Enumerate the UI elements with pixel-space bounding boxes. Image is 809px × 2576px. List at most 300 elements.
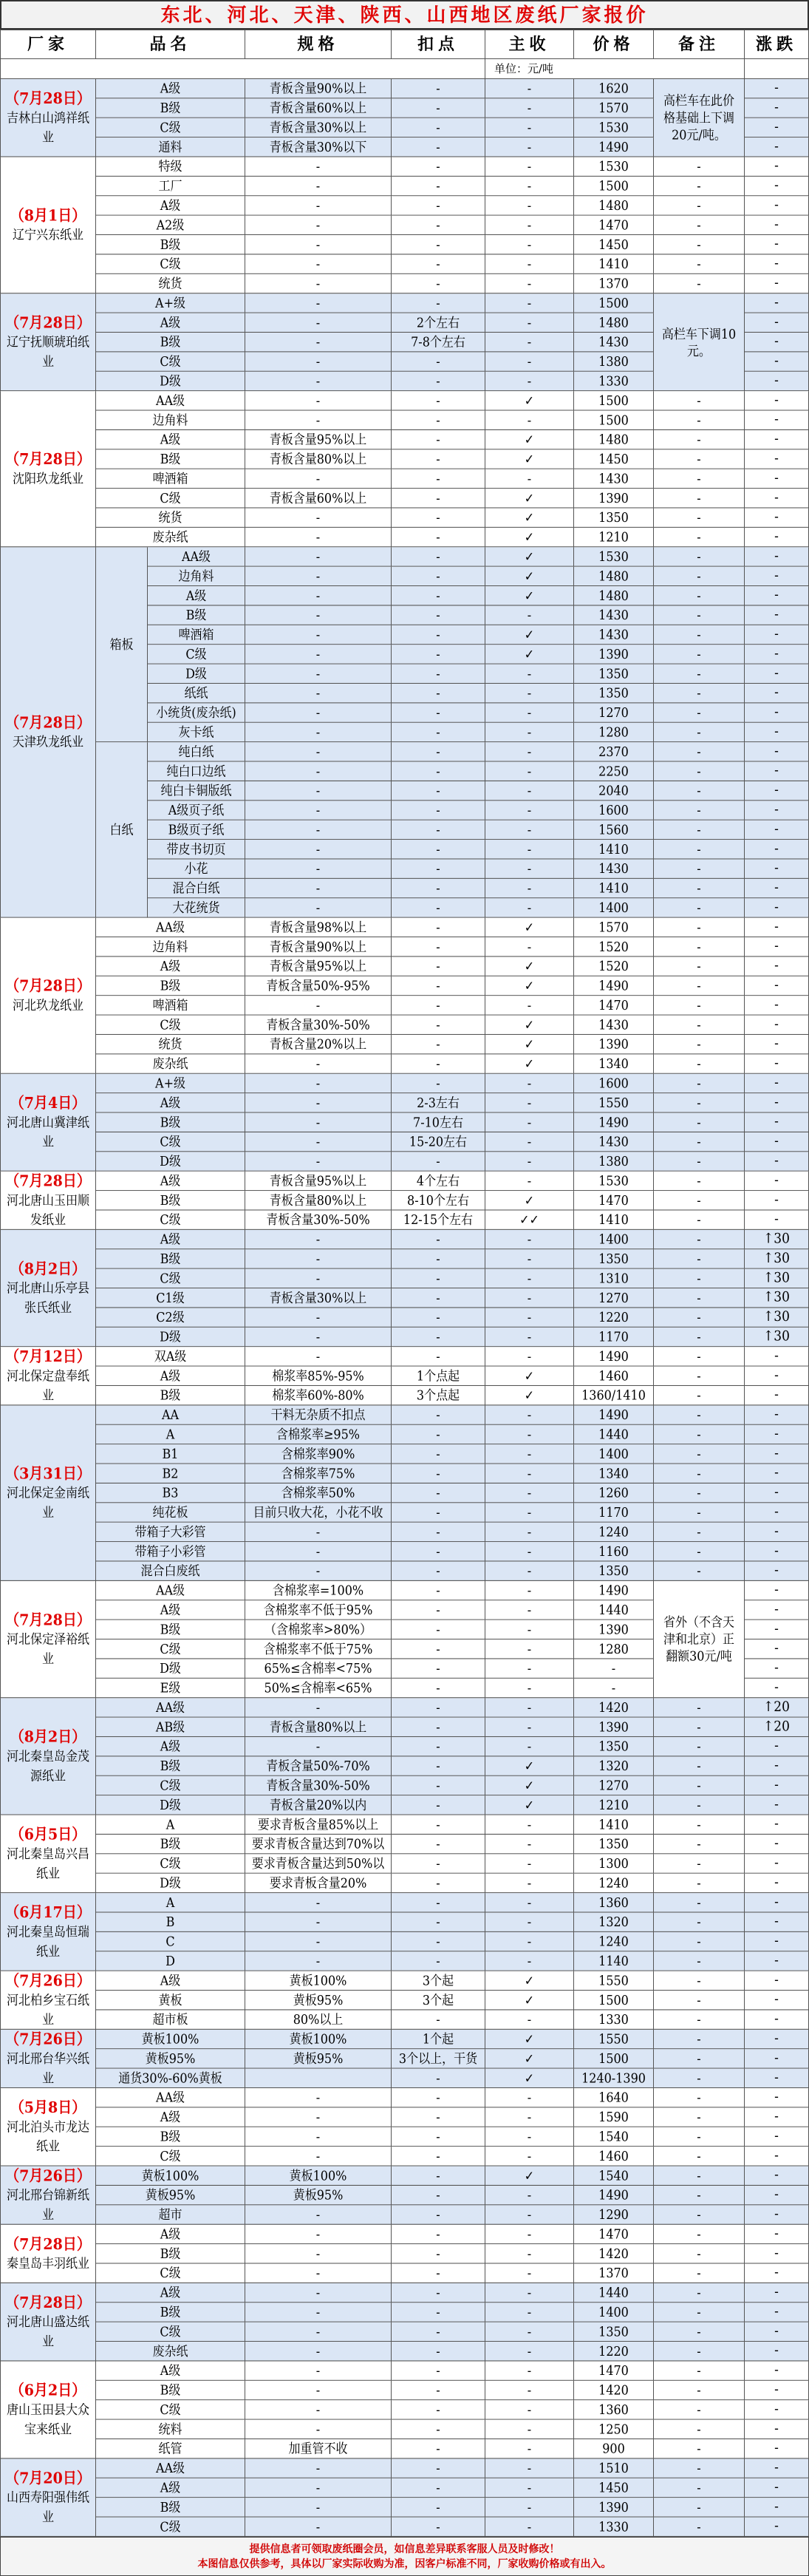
remark-cell: - <box>654 274 745 293</box>
main-cell: ✓ <box>485 2030 574 2049</box>
deduction-cell: - <box>392 1230 485 1249</box>
price-cell: 1470 <box>574 216 654 235</box>
price-cell: 1490 <box>574 976 654 996</box>
main-cell: - <box>485 352 574 371</box>
product-name: C级 <box>96 1016 245 1035</box>
price-cell: 1270 <box>574 703 654 722</box>
remark-cell: - <box>654 1367 745 1386</box>
remark-cell: - <box>654 430 745 449</box>
factory-date: （6月2日） <box>10 2381 86 2399</box>
spec-cell: - <box>245 2147 392 2166</box>
price-cell: 1330 <box>574 372 654 391</box>
spec-cell: 青板含量30%以上 <box>245 118 392 137</box>
remark-cell: - <box>654 1249 745 1268</box>
spec-cell: 青板含量30%以下 <box>245 137 392 157</box>
deduction-cell: - <box>392 801 485 820</box>
main-cell: - <box>485 1230 574 1249</box>
remark-cell: - <box>654 1913 745 1932</box>
remark-cell: - <box>654 742 745 761</box>
factory-name: 河北秦皇岛恒瑞纸业 <box>6 1923 89 1959</box>
price-cell: 1400 <box>574 1230 654 1249</box>
product-name: C级 <box>96 1854 245 1873</box>
deduction-cell: - <box>392 625 485 645</box>
main-cell: - <box>485 1581 574 1600</box>
main-cell: - <box>485 2342 574 2361</box>
remark-cell: - <box>654 1444 745 1464</box>
remark-cell: - <box>654 547 745 566</box>
price-cell: 1500 <box>574 391 654 410</box>
main-cell: - <box>485 781 574 801</box>
change-cell: - <box>745 235 809 254</box>
product-name: B级 <box>96 235 245 254</box>
spec-cell: 青板含量50%-95% <box>245 976 392 996</box>
price-cell: 1600 <box>574 801 654 820</box>
spec-cell: - <box>245 2225 392 2244</box>
change-cell: ↑30 <box>745 1328 809 1347</box>
remark-cell: - <box>654 1347 745 1366</box>
price-cell: 2370 <box>574 742 654 761</box>
spec-cell: 青板含量30%以上 <box>245 1288 392 1308</box>
product-name: AA级 <box>96 391 245 410</box>
spec-cell: - <box>245 1113 392 1132</box>
deduction-cell: - <box>392 118 485 137</box>
main-cell: - <box>485 1932 574 1951</box>
deduction-cell: - <box>392 1523 485 1542</box>
main-cell: - <box>485 255 574 274</box>
price-cell: 1380 <box>574 1152 654 1171</box>
remark-cell: - <box>654 2049 745 2068</box>
remark-cell: - <box>654 898 745 917</box>
footer <box>0 2537 809 2576</box>
deduction-cell: - <box>392 1756 485 1775</box>
product-name: 通货30%-60%黄板 <box>96 2069 245 2088</box>
deduction-cell: - <box>392 2303 485 2322</box>
factory-cell <box>0 1405 96 1580</box>
change-cell: - <box>745 2088 809 2107</box>
remark-cell: - <box>654 820 745 840</box>
factory-cell <box>0 1698 96 1815</box>
change-cell: - <box>745 1035 809 1054</box>
remark-cell: - <box>654 1464 745 1484</box>
price-cell: 1450 <box>574 235 654 254</box>
deduction-cell: 3个点起 <box>392 1386 485 1405</box>
main-cell: - <box>485 293 574 313</box>
spec-cell: - <box>245 567 392 586</box>
product-name: C <box>96 1932 245 1951</box>
price-cell: 1520 <box>574 957 654 976</box>
price-cell: 1530 <box>574 547 654 566</box>
factory-cell <box>0 1893 96 1971</box>
factory-cell <box>0 2167 96 2225</box>
deduction-cell: - <box>392 1249 485 1268</box>
remark-cell: - <box>654 2205 745 2224</box>
price-cell: - <box>574 1679 654 1698</box>
change-cell: - <box>745 684 809 703</box>
change-cell: - <box>745 79 809 98</box>
remark-cell: - <box>654 1425 745 1444</box>
spec-cell: - <box>245 528 392 547</box>
deduction-cell: - <box>392 157 485 177</box>
product-name: B级 <box>96 1620 245 1639</box>
price-cell: 1450 <box>574 2478 654 2498</box>
main-cell: ✓ <box>485 1776 574 1795</box>
deduction-cell: - <box>392 2205 485 2224</box>
deduction-cell: - <box>392 957 485 976</box>
deduction-cell: - <box>392 2458 485 2478</box>
product-name: C级 <box>96 255 245 274</box>
main-cell: ✓ <box>485 1367 574 1386</box>
product-name: 边角料 <box>96 937 245 956</box>
remark-cell: - <box>654 509 745 528</box>
main-cell: - <box>485 996 574 1015</box>
deduction-cell: - <box>392 1951 485 1971</box>
factory-date: （7月26日） <box>5 2167 91 2185</box>
spec-cell: 50%≤含棉率<65% <box>245 1679 392 1698</box>
product-name: A级 <box>96 1172 245 1191</box>
change-cell: - <box>745 996 809 1015</box>
remark-cell: - <box>654 1932 745 1951</box>
deduction-cell: - <box>392 2244 485 2263</box>
deduction-cell: - <box>392 860 485 879</box>
price-cell: 1590 <box>574 2107 654 2127</box>
remark-cell: - <box>654 1405 745 1424</box>
remark-cell: - <box>654 2439 745 2458</box>
price-cell: 1410 <box>574 255 654 274</box>
main-cell: - <box>485 2264 574 2283</box>
remark-cell: - <box>654 469 745 489</box>
category-cell: 箱板 <box>96 547 148 742</box>
spec-cell: - <box>245 2322 392 2342</box>
spec-cell: - <box>245 2400 392 2419</box>
price-cell: 1240-1390 <box>574 2069 654 2088</box>
spec-cell: 含棉浆率=100% <box>245 1581 392 1600</box>
spec-cell: 青板含量80%以上 <box>245 1191 392 1210</box>
price-cell: 1350 <box>574 1737 654 1756</box>
deduction-cell: - <box>392 1718 485 1737</box>
change-cell: - <box>745 2244 809 2263</box>
price-cell: 1500 <box>574 2049 654 2068</box>
spec-cell: 目前只收大花，小花不收 <box>245 1503 392 1522</box>
main-cell: ✓ <box>485 1795 574 1815</box>
product-name: A+级 <box>96 1074 245 1093</box>
remark-cell: - <box>654 1269 745 1288</box>
spec-cell: - <box>245 411 392 430</box>
product-name: 统货 <box>96 1035 245 1054</box>
remark-cell: - <box>654 2342 745 2361</box>
factory-name: 山西寿阳强伟纸业 <box>6 2489 89 2524</box>
price-cell: 1550 <box>574 1971 654 1991</box>
price-cell: 1290 <box>574 2205 654 2224</box>
change-cell: - <box>745 1756 809 1775</box>
factory-cell <box>0 1172 96 1230</box>
deduction-cell: 1个点起 <box>392 1367 485 1386</box>
deduction-cell: - <box>392 469 485 489</box>
factory-date: （7月28日） <box>5 313 91 332</box>
spec-cell: - <box>245 235 392 254</box>
price-cell: 1350 <box>574 1249 654 1268</box>
main-cell: - <box>485 1444 574 1464</box>
spec-cell: 青板含量60%以上 <box>245 489 392 508</box>
change-cell: ↑30 <box>745 1249 809 1268</box>
price-cell: 1530 <box>574 1172 654 1191</box>
spec-cell: - <box>245 177 392 196</box>
price-cell: 1320 <box>574 1756 654 1775</box>
price-cell: 1490 <box>574 1581 654 1600</box>
remark-cell: - <box>654 411 745 430</box>
remark-cell: - <box>654 1035 745 1054</box>
price-cell: 1350 <box>574 1835 654 1854</box>
main-cell: - <box>485 2381 574 2400</box>
product-name: 带箱子小彩管 <box>96 1542 245 1561</box>
price-cell: 1490 <box>574 137 654 157</box>
main-cell: - <box>485 1503 574 1522</box>
product-name: 统货 <box>96 274 245 293</box>
product-name: A级 <box>96 2478 245 2498</box>
price-cell: 1470 <box>574 2362 654 2381</box>
spec-cell: 黄板95% <box>245 2186 392 2205</box>
header-spec: 规格 <box>245 30 392 59</box>
spec-cell: 黄板95% <box>245 1991 392 2010</box>
change-cell: - <box>745 1503 809 1522</box>
spec-cell: - <box>245 391 392 410</box>
factory-name: 河北邢台锦新纸业 <box>6 2186 89 2222</box>
price-cell: 1350 <box>574 2322 654 2342</box>
product-name: 纸纸 <box>148 684 245 703</box>
main-cell: - <box>485 1951 574 1971</box>
deduction-cell: - <box>392 216 485 235</box>
spec-cell: - <box>245 1328 392 1347</box>
spec-cell: 黄板100% <box>245 2167 392 2186</box>
product-name: A级 <box>96 313 245 333</box>
main-cell: ✓ <box>485 1035 574 1054</box>
factory-name: 河北泊头市龙达纸业 <box>6 2118 89 2154</box>
change-cell: - <box>745 2518 809 2537</box>
change-cell: - <box>745 1542 809 1561</box>
deduction-cell: - <box>392 840 485 859</box>
spec-cell: - <box>245 1893 392 1912</box>
main-cell: - <box>485 2011 574 2030</box>
remark-cell: - <box>654 625 745 645</box>
header-change: 涨跌 <box>745 30 809 59</box>
remark-cell: - <box>654 665 745 684</box>
deduction-cell: - <box>392 1854 485 1873</box>
spec-cell: 青板含量95%以上 <box>245 430 392 449</box>
change-cell: - <box>745 372 809 391</box>
price-cell: 1570 <box>574 918 654 937</box>
deduction-cell: - <box>392 976 485 996</box>
spec-cell: - <box>245 1152 392 1171</box>
spec-cell <box>245 2069 392 2088</box>
change-cell: - <box>745 469 809 489</box>
price-cell: 1160 <box>574 1542 654 1561</box>
change-cell: ↑30 <box>745 1230 809 1249</box>
spec-cell: - <box>245 2362 392 2381</box>
product-name: B1 <box>96 1444 245 1464</box>
product-name: C级 <box>96 1269 245 1288</box>
product-name: 双A级 <box>96 1347 245 1366</box>
spec-cell: 青板含量90%以上 <box>245 937 392 956</box>
remark-cell: - <box>654 2264 745 2283</box>
product-name: AA级 <box>96 1581 245 1600</box>
main-cell: - <box>485 137 574 157</box>
deduction-cell: - <box>392 2088 485 2107</box>
deduction-cell: - <box>392 1562 485 1581</box>
main-cell: ✓ <box>485 586 574 605</box>
deduction-cell: - <box>392 2147 485 2166</box>
remark-cell: - <box>654 196 745 215</box>
deduction-cell: - <box>392 1659 485 1679</box>
deduction-cell: - <box>392 547 485 566</box>
deduction-cell: - <box>392 2420 485 2439</box>
change-cell: - <box>745 1951 809 1971</box>
deduction-cell: - <box>392 1893 485 1912</box>
factory-name: 河北柏乡宝石纸业 <box>6 1991 89 2028</box>
deduction-cell: - <box>392 918 485 937</box>
spec-cell: - <box>245 333 392 352</box>
page-title: 东北、河北、天津、陕西、山西地区废纸厂家报价 <box>0 0 809 30</box>
change-cell: - <box>745 2381 809 2400</box>
product-name: A+级 <box>96 293 245 313</box>
main-cell: - <box>485 1600 574 1620</box>
change-cell: - <box>745 625 809 645</box>
remark-cell: - <box>654 2030 745 2049</box>
price-cell: 1220 <box>574 1308 654 1328</box>
change-cell: - <box>745 606 809 625</box>
remark-cell: - <box>654 684 745 703</box>
deduction-cell: 12-15个左右 <box>392 1211 485 1230</box>
change-cell: - <box>745 1620 809 1639</box>
factory-cell <box>0 547 96 917</box>
change-cell: - <box>745 1211 809 1230</box>
spec-cell: - <box>245 1523 392 1542</box>
factory-date: （6月17日） <box>5 1903 91 1922</box>
main-cell: - <box>485 1835 574 1854</box>
product-name: 混合白废纸 <box>96 1562 245 1581</box>
main-cell: - <box>485 1249 574 1268</box>
remark-cell: - <box>654 762 745 781</box>
product-name: C级 <box>96 2147 245 2166</box>
product-name: C级 <box>96 118 245 137</box>
change-cell: - <box>745 1484 809 1503</box>
deduction-cell: - <box>392 1484 485 1503</box>
factory-date: （7月28日） <box>5 1611 91 1629</box>
factory-name: 秦皇岛丰羽纸业 <box>6 2255 89 2271</box>
price-cell: 1410 <box>574 1211 654 1230</box>
remark-cell: - <box>654 1795 745 1815</box>
factory-cell <box>0 2283 96 2362</box>
product-name: AA级 <box>96 2088 245 2107</box>
spec-cell: - <box>245 840 392 859</box>
change-cell: - <box>745 1191 809 1210</box>
spec-cell: - <box>245 898 392 917</box>
spec-cell: - <box>245 1093 392 1112</box>
deduction-cell: - <box>392 762 485 781</box>
deduction-cell: - <box>392 2264 485 2283</box>
change-cell: - <box>745 1971 809 1991</box>
deduction-cell: 3个起 <box>392 1991 485 2010</box>
change-cell: - <box>745 2186 809 2205</box>
remark-cell: - <box>654 2322 745 2342</box>
price-cell: 1470 <box>574 1191 654 1210</box>
price-cell: 1480 <box>574 586 654 605</box>
remark-cell: - <box>654 1093 745 1112</box>
factory-date: （7月12日） <box>5 1347 91 1366</box>
price-cell: 1620 <box>574 79 654 98</box>
main-cell: - <box>485 1464 574 1484</box>
product-name: B级 <box>96 1835 245 1854</box>
remark-cell: - <box>654 1991 745 2010</box>
deduction-cell: - <box>392 567 485 586</box>
spec-cell: - <box>245 996 392 1015</box>
product-name: B级 <box>96 98 245 118</box>
deduction-cell: - <box>392 411 485 430</box>
spec-cell: 65%≤含棉率<75% <box>245 1659 392 1679</box>
change-cell: - <box>745 957 809 976</box>
change-cell: - <box>745 196 809 215</box>
product-name: D级 <box>96 1874 245 1893</box>
remark-cell: - <box>654 2225 745 2244</box>
price-cell: 1320 <box>574 1913 654 1932</box>
product-name: 边角料 <box>148 567 245 586</box>
factory-cell <box>0 79 96 157</box>
remark-cell: - <box>654 1386 745 1405</box>
spec-cell: - <box>245 1230 392 1249</box>
deduction-cell: - <box>392 723 485 742</box>
remark-cell: - <box>654 937 745 956</box>
product-name: B级 <box>96 1113 245 1132</box>
product-name: B级页子纸 <box>148 820 245 840</box>
main-cell: - <box>485 665 574 684</box>
deduction-cell: 15-20左右 <box>392 1132 485 1152</box>
product-name: A级 <box>96 1230 245 1249</box>
product-name: AB级 <box>96 1718 245 1737</box>
product-name: 超市板 <box>96 2011 245 2030</box>
product-name: B级 <box>148 606 245 625</box>
remark-cell: - <box>654 2303 745 2322</box>
main-cell: ✓ <box>485 547 574 566</box>
product-name: 纯白纸 <box>148 742 245 761</box>
product-name: A级 <box>96 79 245 98</box>
price-cell: 1450 <box>574 449 654 469</box>
price-cell: 1480 <box>574 196 654 215</box>
product-name: A2级 <box>96 216 245 235</box>
remark-cell: - <box>654 703 745 722</box>
header-price: 价格 <box>574 30 654 59</box>
spec-cell: - <box>245 1698 392 1717</box>
spec-cell: 干料无杂质不扣点 <box>245 1405 392 1424</box>
main-cell: - <box>485 1659 574 1679</box>
product-name: B级 <box>96 2303 245 2322</box>
remark-cell: 省外（不含天津和北京）正翻额30元/吨 <box>654 1581 745 1698</box>
factory-cell <box>0 2088 96 2167</box>
factory-date: （7月28日） <box>5 976 91 995</box>
product-name: A <box>96 1815 245 1835</box>
deduction-cell: - <box>392 879 485 898</box>
main-cell: - <box>485 684 574 703</box>
deduction-cell: - <box>392 781 485 801</box>
remark-cell: - <box>654 157 745 177</box>
deduction-cell: - <box>392 137 485 157</box>
deduction-cell: - <box>392 2283 485 2303</box>
deduction-cell: - <box>392 937 485 956</box>
product-name: 边角料 <box>96 411 245 430</box>
spec-cell: - <box>245 157 392 177</box>
spec-cell: - <box>245 625 392 645</box>
main-cell: ✓ <box>485 1191 574 1210</box>
remark-cell: - <box>654 860 745 879</box>
spec-cell: - <box>245 2381 392 2400</box>
main-cell: ✓ <box>485 430 574 449</box>
